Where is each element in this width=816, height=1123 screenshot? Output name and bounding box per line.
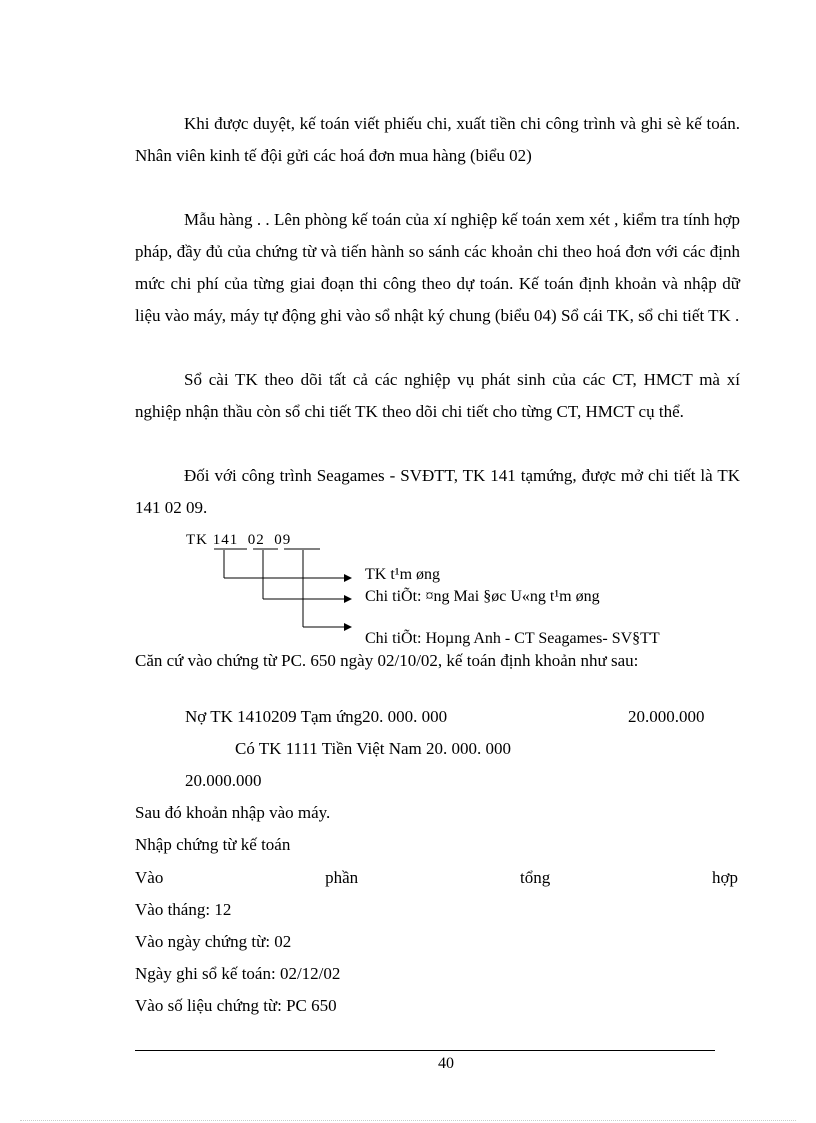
footer-rule (135, 1050, 715, 1051)
code-part-1: 141 (212, 532, 239, 548)
paragraph-2: Mẫu hàng . . Lên phòng kế toán của xí nghiệp kế toán xem xét , kiểm tra tính hợp pháp, đầy đủ của chứng từ và tiến hành so sánh các khoản chi theo hoá đơn với các định mức chi phí của từng giai đoạn thi công theo dự toán. Kế toán định khoản và nhập dữ liệu vào máy, máy tự động ghi vào sổ nhật ký chung (biểu 04) Sổ cái TK, sổ chi tiết TK . (135, 210, 740, 325)
text-line-6: Ngày ghi sổ kế toán: 02/12/02 (135, 964, 341, 983)
word-4: hợp (712, 868, 738, 887)
text-line-2: Nhập chứng từ kế toán (135, 835, 291, 854)
debit-entry: Nợ TK 1410209 Tạm ứng20. 000. 000 (185, 707, 448, 726)
diagram-label-1: TK t¹m øng (365, 566, 441, 583)
code-part-3: 09 (274, 532, 292, 548)
credit-amount: 20.000.000 (185, 771, 262, 790)
text-line-5: Vào ngày chứng từ: 02 (135, 932, 292, 951)
text-line-7: Vào số liệu chứng từ: PC 650 (135, 996, 337, 1015)
intro-entries: Căn cứ vào chứng từ PC. 650 ngày 02/10/02, kế toán định khoản như sau: (135, 651, 639, 670)
word-3: tổng (519, 868, 551, 887)
paragraph-3: Sổ cài TK theo dõi tất cả các nghiệp vụ phát sinh của các CT, HMCT mà xí nghiệp nhận thầu còn sổ chi tiết TK theo dõi chi tiết cho từng CT, HMCT cụ thể. (135, 370, 740, 421)
paragraph-4: Đối với công trình Seagames - SVĐTT, TK 141 tạmứng, được mở chi tiết là TK 141 02 09. (135, 466, 740, 517)
code-part-2: 02 (247, 532, 265, 548)
diagram-label-2: Chi tiÕt: ¤ng Mai §øc U«ng t¹m øng (365, 588, 600, 605)
text-line-1: Sau đó khoản nhập vào máy. (135, 803, 331, 822)
word-2: phần (325, 868, 359, 887)
paragraph-1: Khi được duyệt, kế toán viết phiếu chi, xuất tiền chi công trình và ghi sè kế toán. Nhân viên kinh tế đội gửi các hoá đơn mua hàng (biểu 02) (135, 114, 740, 165)
text-line-4: Vào tháng: 12 (135, 900, 232, 919)
diagram-label-3: Chi tiÕt: Hoµng Anh - CT Seagames- SV§TT (365, 630, 660, 647)
word-1: Vào (135, 868, 164, 887)
page-number: 40 (438, 1055, 454, 1072)
debit-amount: 20.000.000 (628, 707, 705, 726)
page-edge (20, 1120, 796, 1121)
credit-entry: Có TK 1111 Tiền Việt Nam 20. 000. 000 (235, 739, 512, 758)
text-line-3 (135, 868, 738, 888)
code-prefix: TK (186, 532, 208, 548)
